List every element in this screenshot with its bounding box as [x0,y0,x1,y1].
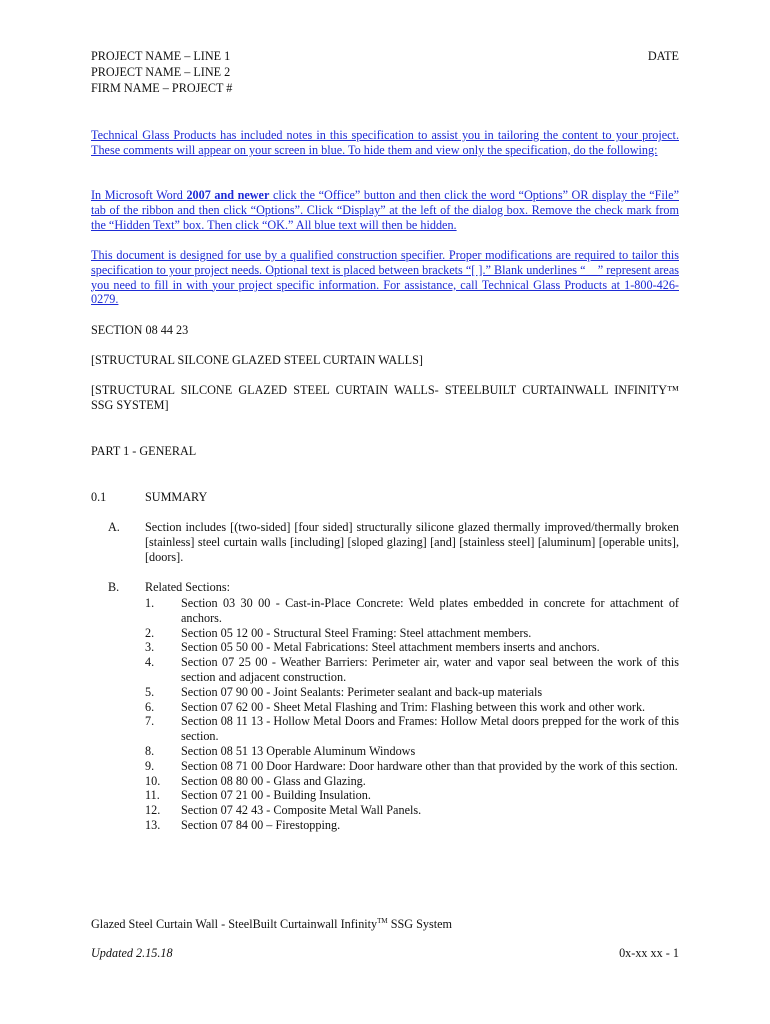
note-word-rest: click the “Office” button and then click the word “Options” OR display the “File” tab of the ribbon and then click “Options”. Click “Display” at the left of the dialog box. Remove the check mark from the “Hidden Text” box. Then click “OK.” All blue text will then be hidden. [91,188,679,232]
paragraph-a-text: Section includes [(two-sided] [four sided] structurally silicone glazed thermally improved/thermally broken [stainless] steel curtain walls [including] [sloped glazing] [and] [stainless steel] [aluminum] [operable units], [doors]. [145,520,679,564]
related-section-number: 12. [145,803,161,818]
footer-trademark: TM [377,917,388,925]
footer-page-number: 0x-xx xx - 1 [619,946,679,960]
related-section-number: 2. [145,625,155,640]
firm-name-line: FIRM NAME – PROJECT # [91,81,233,95]
related-section-text: Section 07 21 00 - Building Insulation. [181,788,371,803]
paragraph-a-letter: A. [108,520,120,534]
related-section-item [145,714,679,744]
related-section-item [145,774,679,789]
article-title: SUMMARY [145,490,208,504]
part-heading: PART 1 - GENERAL [91,444,197,458]
note-word-version: 2007 and newer [186,188,270,202]
footer-title-main: Glazed Steel Curtain Wall - SteelBuilt Curtainwall Infinity [91,917,378,931]
related-section-item [145,685,679,700]
related-section-text: Section 08 51 13 Operable Aluminum Windows [181,743,416,758]
related-section-number: 9. [145,758,155,773]
related-section-number: 10. [145,773,161,788]
paragraph-b-title: Related Sections: [145,580,230,594]
section-number: SECTION 08 44 23 [91,323,189,337]
related-section-text: Section 08 11 13 - Hollow Metal Doors and Frames: Hollow Metal doors prepped for the work of this section. [181,714,679,744]
related-section-text: Section 08 71 00 Door Hardware: Door hardware other than that provided by the work of this section. [181,758,678,773]
section-title-2: [STRUCTURAL SILCONE GLAZED STEEL CURTAIN WALLS- STEELBUILT CURTAINWALL INFINITY™ SSG SYSTEM] [91,383,679,412]
related-section-item [145,803,679,818]
note-intro: Technical Glass Products has included notes in this specification to assist you in tailoring the content to your project. These comments will appear on your screen in blue. To hide them and view only the specification, do the following: [91,128,679,157]
related-section-text: Section 05 50 00 - Metal Fabrications: Steel attachment members inserts and anchors. [181,640,600,655]
article-number: 0.1 [91,490,107,504]
related-section-item [145,626,679,641]
related-section-item [145,818,679,833]
project-name-line-1: PROJECT NAME – LINE 1 [91,49,231,63]
related-section-item [145,655,679,685]
paragraph-b-letter: B. [108,580,120,594]
footer-updated-date: Updated 2.15.18 [91,946,173,960]
related-section-text: Section 07 42 43 - Composite Metal Wall Panels. [181,803,422,818]
related-section-item [145,596,679,626]
related-section-text: Section 08 80 00 - Glass and Glazing. [181,773,366,788]
project-header [91,48,232,96]
related-section-number: 4. [145,655,155,670]
related-section-item [145,744,679,759]
related-section-number: 8. [145,743,155,758]
note-word-prefix: In Microsoft Word [91,188,187,202]
related-section-text: Section 03 30 00 - Cast-in-Place Concrete: Weld plates embedded in concrete for attachment of anchors. [181,596,679,625]
related-section-number: 6. [145,699,155,714]
project-name-line-2: PROJECT NAME – LINE 2 [91,65,231,79]
footer-title [91,914,452,932]
related-section-item [145,700,679,715]
related-section-text: Section 07 90 00 - Joint Sealants: Perimeter sealant and back-up materials [181,684,543,699]
note-qualified-specifier: This document is designed for use by a qualified construction specifier. Proper modifications are required to tailor this specification to your project needs. Optional text is placed between brackets “[ ].” Blank underlines “__” represent areas you need to fill in with your project specific information. For assistance, call Technical Glass Products at 1-800-426-0279. [91,248,679,307]
related-section-text: Section 05 12 00 - Structural Steel Framing: Steel attachment members. [181,625,532,640]
related-section-text: Section 07 25 00 - Weather Barriers: Perimeter air, water and vapor seal between the work of this section and adjacent construction. [181,655,679,684]
related-section-text: Section 07 84 00 – Firestopping. [181,817,341,832]
related-section-text: Section 07 62 00 - Sheet Metal Flashing and Trim: Flashing between this work and other work. [181,699,646,714]
related-section-number: 3. [145,640,155,655]
note-word-instructions [91,188,679,232]
related-section-number: 13. [145,817,161,832]
related-sections-list [145,596,679,833]
footer-title-end: SSG System [387,917,452,931]
related-section-number: 5. [145,684,155,699]
related-section-item [145,759,679,774]
related-section-number: 1. [145,596,155,610]
date-field: DATE [647,49,679,63]
related-section-item [145,640,679,655]
related-section-number: 11. [145,788,160,803]
related-section-number: 7. [145,714,155,729]
related-section-item [145,788,679,803]
section-title-1: [STRUCTURAL SILCONE GLAZED STEEL CURTAIN WALLS] [91,353,423,367]
